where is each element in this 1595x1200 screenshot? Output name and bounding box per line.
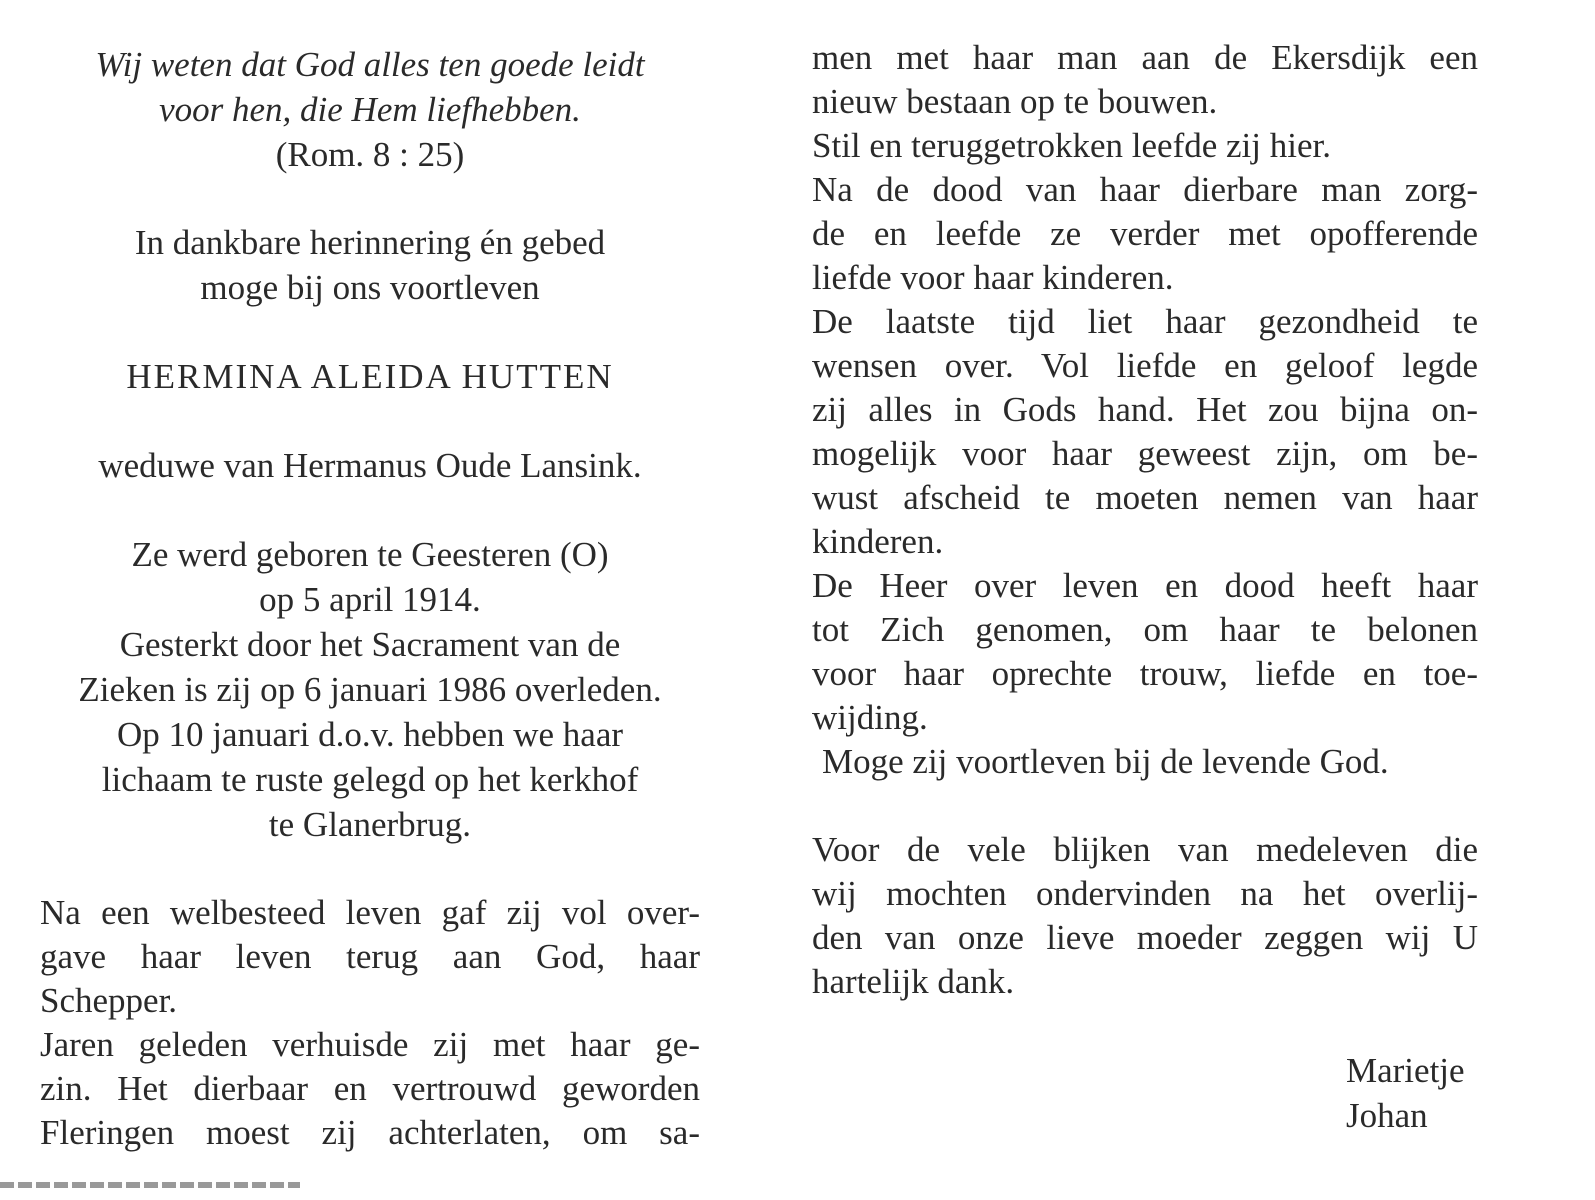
life-details: [40, 532, 700, 847]
paragraph-line: de en leefde ze verder met opofferende: [812, 214, 1478, 253]
thanks-line: den van onze lieve moeder zeggen wij U: [812, 918, 1478, 957]
paragraph-line: zij alles in Gods hand. Het zou bijna on-: [812, 390, 1478, 429]
thanks-paragraph: [812, 828, 1478, 1004]
thanks-line: hartelijk dank.: [812, 962, 1015, 1001]
life-line: lichaam te ruste gelegd op het kerkhof: [101, 760, 639, 799]
deceased-name: HERMINA ALEIDA HUTTEN: [126, 357, 614, 396]
closing-prayer: Moge zij voortleven bij de levende God.: [822, 742, 1389, 781]
paragraph-line: gave haar leven terug aan God, haar: [40, 937, 700, 976]
life-line: Ze werd geboren te Geesteren (O): [131, 535, 609, 574]
paragraph-line: wensen over. Vol liefde en geloof legde: [812, 346, 1478, 385]
signature-name: Johan: [1346, 1096, 1428, 1135]
memory-line: moge bij ons voortleven: [200, 268, 540, 307]
life-paragraph-continued: [812, 36, 1478, 784]
verse-line: Wij weten dat God alles ten goede leidt: [95, 45, 645, 84]
widow-line: weduwe van Hermanus Oude Lansink.: [98, 446, 642, 485]
signatures: [812, 1048, 1478, 1138]
paragraph-line: men met haar man aan de Ekersdijk een: [812, 38, 1478, 77]
life-line: Zieken is zij op 6 januari 1986 overleden.: [78, 670, 662, 709]
paragraph-line: mogelijk voor haar geweest zijn, om be-: [812, 434, 1478, 473]
verse-reference: (Rom. 8 : 25): [275, 135, 465, 174]
paragraph-line: Na een welbesteed leven gaf zij vol over-: [40, 893, 700, 932]
paragraph-line: tot Zich genomen, om haar te belonen: [812, 610, 1478, 649]
paragraph-line: Na de dood van haar dierbare man zorg-: [812, 170, 1478, 209]
memory-line: In dankbare herinnering én gebed: [134, 223, 606, 262]
paragraph-line: voor haar oprechte trouw, liefde en toe-: [812, 654, 1478, 693]
thanks-line: wij mochten ondervinden na het overlij-: [812, 874, 1478, 913]
paragraph-line: De Heer over leven en dood heeft haar: [812, 566, 1478, 605]
paragraph-line: Schepper.: [40, 981, 178, 1020]
verse-line: voor hen, die Hem liefhebben.: [159, 90, 581, 129]
paragraph-line: nieuw bestaan op te bouwen.: [812, 82, 1218, 121]
memory-text: [40, 220, 700, 310]
paragraph-line: Stil en teruggetrokken leefde zij hier.: [812, 126, 1331, 165]
paragraph-line: liefde voor haar kinderen.: [812, 258, 1174, 297]
paragraph-line: Fleringen moest zij achterlaten, om sa-: [40, 1113, 700, 1152]
life-line: op 5 april 1914.: [259, 580, 481, 619]
life-line: Gesterkt door het Sacrament van de: [119, 625, 621, 664]
thanks-line: Voor de vele blijken van medeleven die: [812, 830, 1478, 869]
life-line: te Glanerbrug.: [268, 805, 472, 844]
paragraph-line: wust afscheid te moeten nemen van haar: [812, 478, 1478, 517]
life-paragraph: [40, 891, 700, 1155]
signature-name: Marietje: [1346, 1051, 1465, 1090]
paragraph-line: De laatste tijd liet haar gezondheid te: [812, 302, 1478, 341]
paragraph-line: Jaren geleden verhuisde zij met haar ge-: [40, 1025, 700, 1064]
right-column: [812, 36, 1478, 1138]
paragraph-line: kinderen.: [812, 522, 944, 561]
life-line: Op 10 januari d.o.v. hebben we haar: [116, 715, 624, 754]
bible-verse: [40, 42, 700, 177]
left-column: [40, 42, 700, 1155]
scan-edge-mark: [0, 1182, 300, 1188]
paragraph-line: zin. Het dierbaar en vertrouwd geworden: [40, 1069, 700, 1108]
paragraph-line: wijding.: [812, 698, 928, 737]
